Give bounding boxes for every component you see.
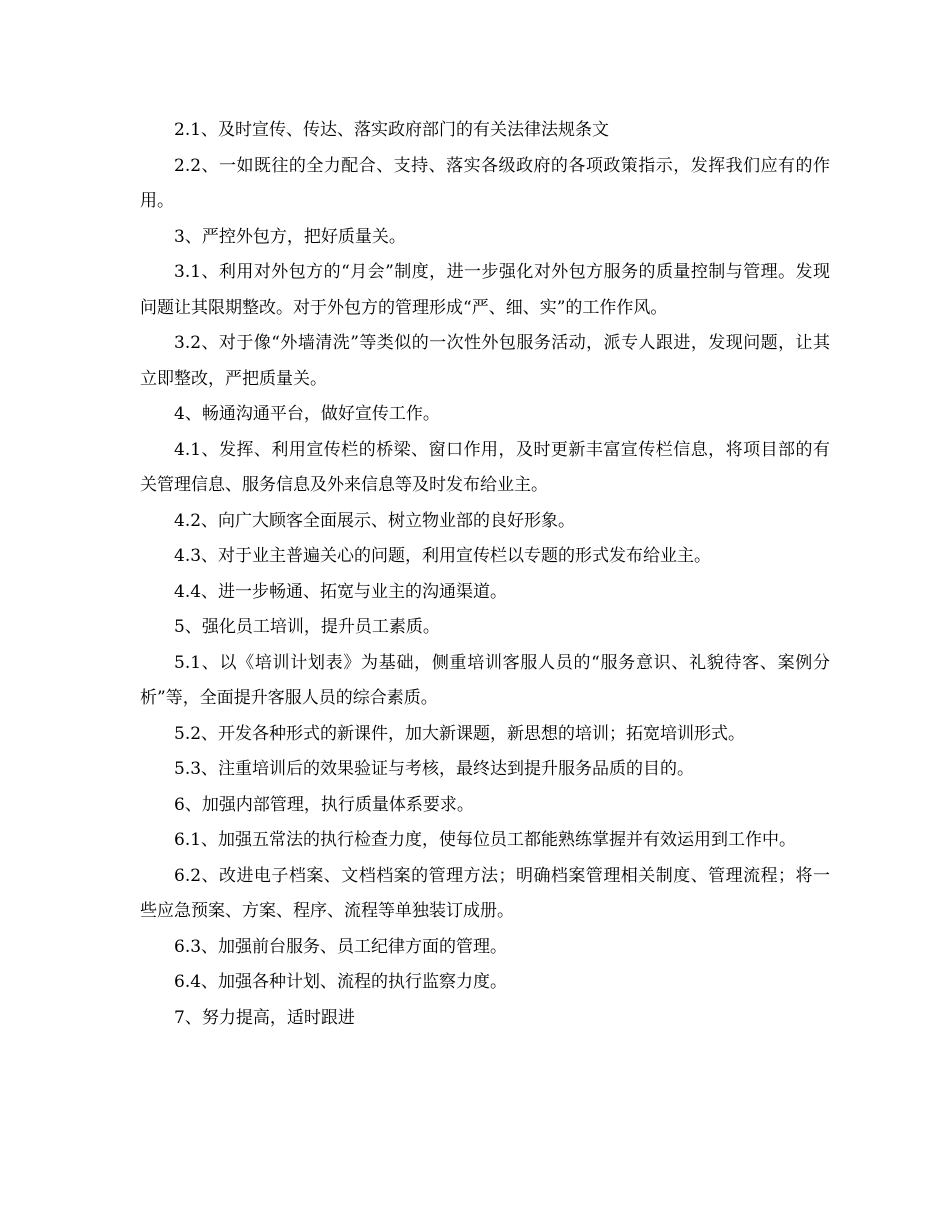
paragraph: 5.3、注重培训后的效果验证与考核，最终达到提升服务品质的目的。 bbox=[174, 759, 695, 779]
paragraph: 2.2、一如既往的全力配合、支持、落实各级政府的各项政策指示，发挥我们应有的作用。 bbox=[140, 155, 830, 211]
section-heading: 5、强化员工培训，提升员工素质。 bbox=[174, 617, 440, 637]
paragraph: 4.4、进一步畅通、拓宽与业主的沟通渠道。 bbox=[174, 581, 508, 602]
paragraph: 6.4、加强各种计划、流程的执行监察力度。 bbox=[174, 972, 508, 992]
document-body bbox=[140, 113, 830, 1036]
paragraph: 4.1、发挥、利用宣传栏的桥梁、窗口作用，及时更新丰富宣传栏信息，将项目部的有关管理信息、服务信息及外来信息等及时发布给业主。 bbox=[140, 439, 830, 495]
paragraph: 4.2、向广大顾客全面展示、树立物业部的良好形象。 bbox=[174, 510, 576, 531]
paragraph: 2.1、及时宣传、传达、落实政府部门的有关法律法规条文 bbox=[174, 120, 610, 140]
section-heading: 6、加强内部管理，执行质量体系要求。 bbox=[174, 794, 474, 815]
paragraph: 3.2、对于像“外墙清洗”等类似的一次性外包服务活动，派专人跟进，发现问题，让其立即整改，严把质量关。 bbox=[140, 333, 830, 389]
paragraph: 6.1、加强五常法的执行检查力度，使每位员工都能熟练掌握并有效运用到工作中。 bbox=[174, 830, 797, 850]
paragraph: 6.2、改进电子档案、文档档案的管理方法；明确档案管理相关制度、管理流程；将一些应急预案、方案、程序、流程等单独装订成册。 bbox=[140, 865, 830, 921]
section-heading: 3、严控外包方，把好质量关。 bbox=[174, 226, 406, 247]
paragraph: 3.1、利用对外包方的“月会”制度，进一步强化对外包方服务的质量控制与管理。发现问题让其限期整改。对于外包方的管理形成“严、细、实”的工作作风。 bbox=[140, 262, 830, 318]
paragraph: 6.3、加强前台服务、员工纪律方面的管理。 bbox=[174, 936, 508, 957]
paragraph: 5.1、以《培训计划表》为基础，侧重培训客服人员的“服务意识、礼貌待客、案例分析”等，全面提升客服人员的综合素质。 bbox=[140, 652, 830, 708]
paragraph: 4.3、对于业主普遍关心的问题，利用宣传栏以专题的形式发布给业主。 bbox=[174, 546, 712, 566]
section-heading: 4、畅通沟通平台，做好宣传工作。 bbox=[174, 404, 440, 424]
paragraph: 5.2、开发各种形式的新课件，加大新课题，新思想的培训；拓宽培训形式。 bbox=[174, 723, 746, 744]
section-heading: 7、努力提高，适时跟进 bbox=[174, 1007, 355, 1028]
